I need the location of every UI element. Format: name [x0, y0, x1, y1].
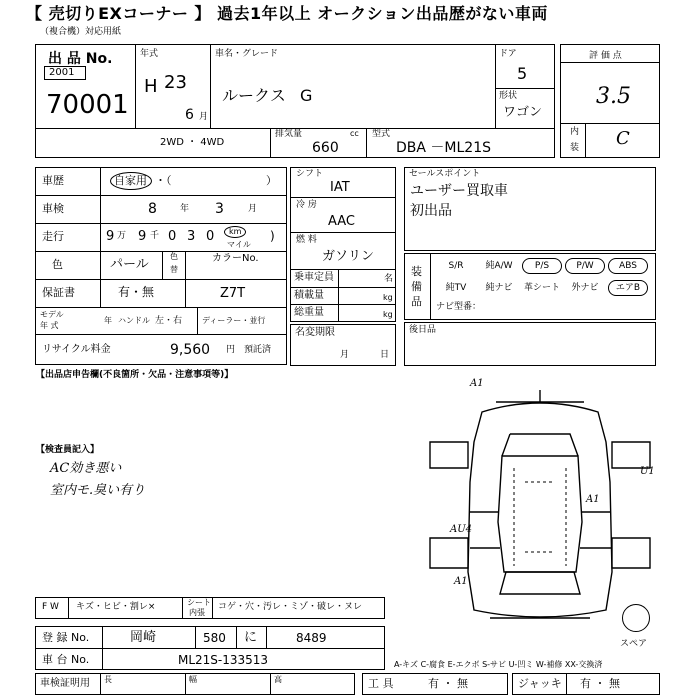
equip-label-3: 品	[411, 295, 422, 308]
mileage-d1: 9	[106, 229, 115, 244]
year-label: 年式	[140, 49, 159, 59]
history-close: ）	[266, 174, 277, 187]
color-value: パール	[110, 257, 149, 272]
mark-a1-rear: A1	[454, 576, 468, 587]
mileage-close: )	[270, 229, 275, 243]
model-label: 型式	[372, 129, 391, 139]
recycle-unit: 円	[226, 345, 236, 355]
equip-item-2-3: 革シート	[523, 283, 560, 293]
sen-unit: 千	[150, 231, 160, 241]
inspector-note-2: 室内モ.臭い有り	[50, 483, 146, 498]
model-year-label-1: モデル	[40, 310, 64, 319]
car-damage-diagram	[410, 372, 670, 634]
equip-label-2: 備	[411, 280, 422, 293]
navi-label: ナビ型番：	[436, 302, 482, 312]
drive-type: 2WD ・ 4WD	[160, 137, 225, 148]
report-label: 【出品店申告欄(不良箇所・欠品・注意事項等)】	[36, 370, 234, 380]
model-year-unit: 年	[104, 316, 112, 325]
equip-item-1-5: ABS	[608, 258, 648, 274]
gross-unit: kg	[383, 310, 393, 319]
reg-class: 580	[203, 631, 226, 645]
mark-au4-left: AU4	[450, 524, 473, 535]
damage-legend: A-キズ C-腐食 E-エクボ S-サビ U-凹ミ W-補修 XX-交換済	[394, 660, 603, 669]
later-items-frame	[404, 322, 656, 366]
year-value: 23	[164, 72, 187, 93]
doors-value: 5	[517, 64, 528, 83]
mileage-d3: 0	[168, 229, 177, 244]
mileage-d5: 0	[206, 229, 215, 244]
ac-value: AAC	[328, 214, 355, 229]
reg-area: 岡崎	[130, 630, 157, 645]
recycle-value: 9,560	[170, 342, 211, 358]
shaken-month: 3	[215, 201, 224, 217]
spare-tire-icon	[622, 604, 650, 632]
capacity-label: 乗車定員	[294, 272, 334, 283]
jack-value: 有 ・ 無	[580, 677, 620, 690]
inspector-label: 【検査員記入】	[36, 445, 100, 455]
grade: G	[300, 86, 313, 105]
model-value: DBA －ML21S	[396, 140, 491, 156]
color-change-1: 色	[170, 252, 178, 261]
score-value: 3.5	[596, 84, 631, 109]
seat-items: コゲ・穴・汚レ・ミゾ・破レ・ヌレ	[218, 602, 363, 612]
later-items-label: 後日品	[409, 325, 437, 335]
banner-title: 【 売切りEXコーナー 】 過去1年以上 オークション出品歴がない車両	[26, 4, 548, 23]
displacement-label: 排気量	[275, 129, 303, 139]
shaken-label: 車検	[42, 202, 64, 215]
fw-items: キズ・ヒビ・割レ×	[76, 602, 156, 612]
jack-label: ジャッキ	[518, 677, 562, 690]
cert-label: 車検証明用	[40, 678, 90, 689]
doors-label: ドア	[499, 49, 517, 59]
chassis-label: 車 台 No.	[42, 653, 90, 666]
left-info-frame	[35, 167, 287, 365]
sales-line-1: ユーザー買取車	[410, 183, 508, 199]
color-no-label: カラーNo.	[212, 253, 259, 264]
sales-line-2: 初出品	[410, 203, 452, 219]
equip-item-1-4: P/W	[565, 258, 605, 274]
fw-label: F W	[42, 602, 59, 612]
mark-a1-front: A1	[470, 378, 484, 389]
handle-label: ハンドル	[118, 316, 150, 325]
month-unit: 月	[199, 112, 209, 122]
recycle-note: 預託済	[244, 345, 272, 355]
shift-label: シフト	[296, 169, 324, 179]
capacity-unit: 名	[384, 274, 394, 284]
equip-item-2-2: 純ナビ	[485, 283, 513, 293]
reg-number: 8489	[296, 631, 327, 645]
shape-value: ワゴン	[503, 105, 543, 120]
month-value: 6	[185, 107, 194, 123]
reg-label: 登 録 No.	[42, 631, 90, 644]
equip-item-2-1: 純TV	[445, 283, 467, 293]
shaken-year-unit: 年	[180, 204, 190, 214]
interior-label-1: 内	[570, 127, 580, 137]
equip-label-1: 装	[411, 265, 422, 278]
name-change-month: 月	[340, 350, 350, 360]
lot-small: 2001	[49, 67, 75, 78]
mile-label: マイル	[227, 240, 251, 249]
displacement-value: 660	[312, 140, 339, 156]
cert-width: 幅	[189, 675, 197, 684]
equip-item-2-4: 外ナビ	[571, 283, 599, 293]
fuel-label: 燃 料	[296, 235, 317, 245]
name-change-day: 日	[380, 350, 390, 360]
mark-u1-right: U1	[640, 466, 655, 477]
warranty-value: 有・無	[118, 285, 155, 299]
name-label: 車名・グレード	[215, 49, 279, 59]
shaken-month-unit: 月	[248, 204, 258, 214]
equip-item-1-3: P/S	[522, 258, 562, 274]
shaken-year: 8	[148, 201, 157, 217]
gross-label: 総重量	[294, 307, 324, 318]
lot-number: 70001	[46, 90, 129, 120]
warranty-label: 保証書	[42, 286, 75, 299]
tools-value: 有 ・ 無	[428, 677, 468, 690]
mileage-d4: 3	[187, 229, 196, 244]
mark-a1-side: A1	[586, 494, 600, 505]
car-name: ルークス	[222, 86, 286, 105]
interior-label-2: 装	[570, 143, 580, 153]
mileage-d2: 9	[138, 229, 147, 244]
shift-value: IAT	[330, 180, 350, 195]
model-year-label-2: 年 式	[40, 321, 59, 330]
history-value: 自家用	[114, 174, 147, 187]
score-label: 評 価 点	[589, 51, 622, 61]
color-change-2: 替	[170, 265, 178, 274]
equip-item-1-2: 純A/W	[485, 261, 513, 271]
sales-point-label: セールスポイント	[409, 169, 481, 179]
equip-item-1-1: S/R	[448, 261, 464, 271]
color-label: 色	[52, 258, 63, 271]
dealer-label: ディーラー・並行	[202, 316, 266, 325]
tools-label: 工 具	[368, 677, 394, 690]
history-rest: ・（	[155, 174, 172, 187]
era: H	[144, 76, 158, 97]
load-label: 積載量	[294, 290, 324, 301]
form-subnote: （複合機）対応用紙	[40, 27, 122, 37]
cc-unit: cc	[350, 129, 359, 138]
cert-height: 高	[274, 675, 282, 684]
history-label: 車歴	[42, 174, 64, 187]
seat-label-2: 内張	[189, 608, 205, 617]
name-change-label: 名変期限	[295, 327, 335, 338]
chassis-value: ML21S-133513	[178, 653, 269, 667]
load-unit: kg	[383, 293, 393, 302]
seat-label-1: シート	[187, 598, 211, 607]
lot-label: 出 品 No.	[48, 51, 113, 67]
interior-score: C	[616, 128, 630, 149]
inspector-note-1: AC効き悪い	[50, 461, 122, 476]
reg-kana: に	[244, 630, 258, 645]
ac-label: 冷 房	[296, 200, 317, 210]
man-unit: 万	[117, 231, 127, 241]
fuel-value: ガソリン	[322, 249, 375, 264]
spare-label: スペア	[620, 639, 648, 649]
mileage-label: 走行	[42, 230, 64, 243]
shape-label: 形状	[499, 91, 518, 101]
recycle-label: リサイクル料金	[42, 344, 111, 355]
km-label: km	[229, 227, 242, 236]
color-no-value: Z7T	[220, 286, 246, 301]
cert-length: 長	[104, 675, 112, 684]
handle-value: 左・右	[155, 316, 183, 326]
equip-item-2-5: エアB	[608, 280, 648, 296]
